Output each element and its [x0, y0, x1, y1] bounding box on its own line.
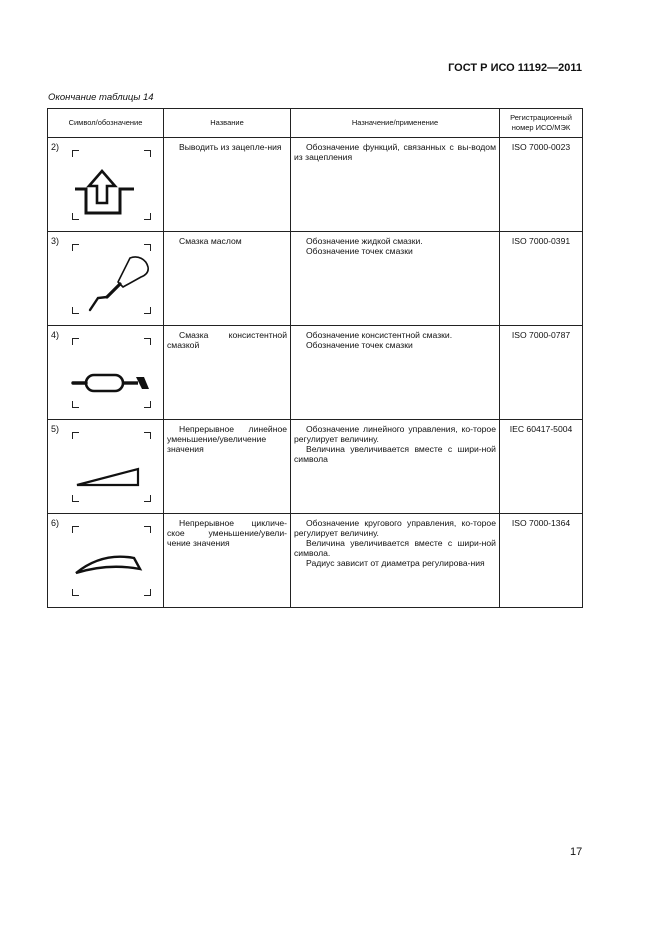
column-header-registration: Регистрационный номер ИСО/МЭК — [500, 109, 583, 138]
row-number: 3) — [51, 236, 60, 246]
symbol-cell — [48, 232, 164, 326]
purpose-line: Обозначение точек смазки — [306, 340, 413, 350]
row-number: 6) — [51, 518, 60, 528]
registration-number: ISO 7000-0787 — [511, 330, 571, 340]
purpose-line: Величина увеличивается вместе с шири-ной символа — [294, 444, 496, 464]
registration-cell — [500, 420, 583, 514]
symbol-name: Смазка консистентной смазкой — [167, 330, 287, 350]
symbol-name: Выводить из зацепле-ния — [179, 142, 282, 152]
symbol-cell — [48, 326, 164, 420]
column-header-purpose: Назначение/применение — [291, 109, 500, 138]
symbol-name: Непрерывное линейное уменьшение/увеличение значения — [167, 424, 287, 454]
symbols-table — [47, 108, 583, 608]
circular-increase-arc-icon — [68, 532, 158, 594]
table-row — [48, 232, 583, 326]
table-caption: Окончание таблицы 14 — [48, 92, 154, 103]
row-number: 4) — [51, 330, 60, 340]
row-number: 5) — [51, 424, 60, 434]
page-number: 17 — [570, 846, 583, 858]
purpose-line: Обозначение консистентной смазки. — [306, 330, 453, 340]
purpose-line: Величина увеличивается вместе с шири-ной символа. — [294, 538, 496, 558]
purpose-line: Обозначение кругового управления, ко-торое регулирует величину. — [294, 518, 496, 538]
registration-number: ISO 7000-0023 — [511, 142, 571, 152]
registration-number: IEC 60417-5004 — [509, 424, 573, 434]
purpose-line: Обозначение точек смазки — [306, 246, 413, 256]
name-cell — [164, 514, 291, 608]
registration-cell — [500, 232, 583, 326]
name-cell — [164, 326, 291, 420]
disengage-arrow-icon — [68, 156, 158, 218]
registration-cell — [500, 326, 583, 420]
registration-cell — [500, 138, 583, 232]
purpose-line: Обозначение линейного управления, ко-торое регулирует величину. — [294, 424, 496, 444]
table-row — [48, 138, 583, 232]
purpose-cell — [291, 138, 500, 232]
table-header-row — [48, 109, 583, 138]
name-cell — [164, 138, 291, 232]
document-header: ГОСТ Р ИСО 11192—2011 — [448, 62, 582, 74]
registration-number: ISO 7000-1364 — [511, 518, 571, 528]
purpose-line: Обозначение жидкой смазки. — [306, 236, 423, 246]
symbol-cell — [48, 138, 164, 232]
symbol-cell — [48, 420, 164, 514]
symbol-name: Непрерывное цикличе-ское уменьшение/увели-чение значения — [167, 518, 287, 548]
table-row — [48, 420, 583, 514]
registration-number: ISO 7000-0391 — [511, 236, 571, 246]
purpose-cell — [291, 232, 500, 326]
oil-can-icon — [68, 250, 158, 312]
purpose-cell — [291, 514, 500, 608]
table-row — [48, 514, 583, 608]
column-header-name: Название — [164, 109, 291, 138]
symbol-name: Смазка маслом — [179, 236, 242, 246]
row-number: 2) — [51, 142, 60, 152]
linear-increase-wedge-icon — [68, 438, 158, 500]
symbol-cell — [48, 514, 164, 608]
purpose-cell — [291, 326, 500, 420]
grease-gun-icon — [68, 344, 158, 406]
purpose-line: Обозначение функций, связанных с вы-водом из зацепления — [294, 142, 496, 162]
column-header-symbol: Символ/обозначение — [48, 109, 164, 138]
name-cell — [164, 232, 291, 326]
purpose-cell — [291, 420, 500, 514]
purpose-line: Радиус зависит от диаметра регулирова-ния — [306, 558, 485, 568]
table-row — [48, 326, 583, 420]
registration-cell — [500, 514, 583, 608]
name-cell — [164, 420, 291, 514]
